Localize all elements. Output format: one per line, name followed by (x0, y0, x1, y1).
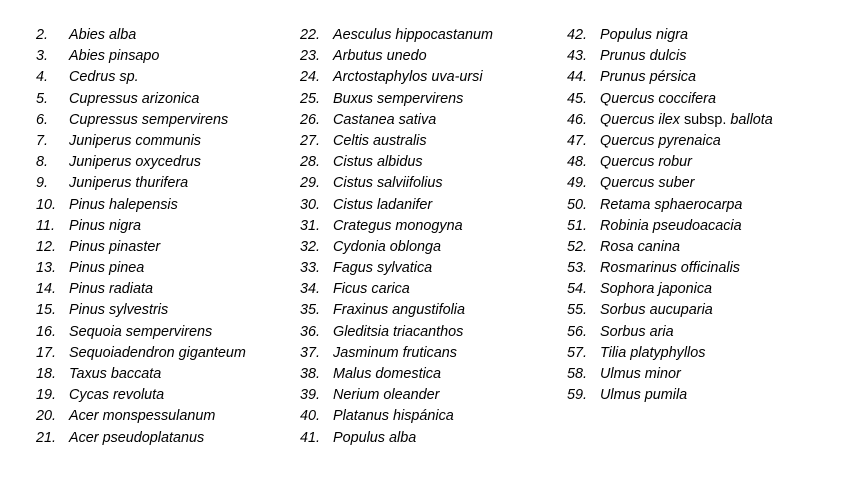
species-name: Aesculus hippocastanum (333, 27, 493, 43)
item-number: 49. (567, 175, 588, 192)
item-number: 32. (300, 238, 321, 255)
species-name: Platanus hispánica (333, 408, 454, 425)
species-list-item (36, 364, 246, 385)
species-list-item (567, 152, 773, 173)
species-list-item (36, 300, 246, 321)
species-name: Prunus pérsica (600, 69, 696, 86)
species-name: Tilia platyphyllos (600, 344, 706, 361)
item-number: 15. (36, 302, 57, 319)
species-list-item (567, 110, 773, 131)
species-list-item (300, 216, 493, 237)
species-list-item (300, 300, 493, 321)
item-number: 37. (300, 344, 321, 361)
item-number: 34. (300, 281, 321, 298)
species-list-item (567, 385, 773, 406)
species-name: Fagus sylvatica (333, 260, 433, 277)
species-list-item (300, 67, 493, 88)
item-number: 6. (36, 111, 49, 128)
species-name: Arbutus unedo (333, 48, 427, 65)
species-name: Ficus carica (333, 281, 410, 298)
item-number: 7. (36, 132, 49, 149)
species-name: Prunus dulcis (600, 48, 687, 65)
species-list-item (300, 343, 493, 364)
item-number: 24. (300, 69, 321, 86)
item-number: 42. (567, 27, 588, 43)
species-list-item (36, 25, 246, 46)
item-number: 38. (300, 366, 321, 382)
item-number: 57. (567, 344, 588, 361)
species-list-item (36, 216, 246, 237)
species-list-item (36, 89, 246, 110)
species-list-item (300, 89, 493, 110)
species-list-item (36, 406, 246, 427)
species-list-item (36, 258, 246, 279)
item-number: 36. (300, 323, 321, 340)
species-name: Cycas revoluta (69, 387, 165, 404)
species-name: Pinus radiata (69, 281, 153, 298)
species-column-3 (567, 25, 773, 406)
species-list-item (36, 110, 246, 131)
species-name: Quercus coccifera (600, 90, 716, 107)
species-column-1 (36, 25, 246, 449)
species-name: Fraxinus angustifolia (333, 302, 465, 319)
species-name: Cistus ladanifer (333, 196, 433, 213)
item-number: 31. (300, 217, 321, 234)
species-list-item (36, 279, 246, 300)
item-number: 12. (36, 238, 57, 255)
item-number: 35. (300, 302, 321, 319)
species-name: Ulmus pumila (600, 387, 688, 404)
species-list-item (567, 173, 773, 194)
species-name: Quercus robur (600, 154, 692, 171)
species-list-item (36, 46, 246, 67)
item-number: 25. (300, 90, 321, 107)
species-name: Ulmus minor (600, 366, 681, 382)
species-list-item (567, 258, 773, 279)
item-number: 8. (36, 154, 49, 171)
species-name: Acer monspessulanum (69, 408, 216, 425)
species-list-item (567, 46, 773, 67)
species-list-item (300, 46, 493, 67)
species-name: Malus domestica (333, 366, 441, 382)
species-name: Quercus pyrenaica (600, 132, 721, 149)
item-number: 58. (567, 366, 588, 382)
species-name: Castanea sativa (333, 111, 437, 128)
species-name: Crategus monogyna (333, 217, 463, 234)
item-number: 5. (36, 90, 49, 107)
item-number: 54. (567, 281, 588, 298)
item-number: 3. (36, 48, 49, 65)
item-number: 53. (567, 260, 588, 277)
item-number: 50. (567, 196, 588, 213)
species-list-item (300, 25, 493, 46)
rank-abbreviation: subsp. (683, 111, 727, 128)
species-list-item (36, 322, 246, 343)
species-name: Rosmarinus officinalis (600, 260, 740, 277)
species-name: Quercus ilex (600, 111, 680, 128)
item-number: 47. (567, 132, 588, 149)
species-name: Sorbus aucuparia (600, 302, 713, 319)
item-number: 46. (567, 111, 588, 128)
species-list-item (36, 173, 246, 194)
item-number: 41. (300, 429, 321, 446)
item-number: 40. (300, 408, 321, 425)
item-number: 29. (300, 175, 321, 192)
item-number: 44. (567, 69, 588, 86)
species-list-item (300, 322, 493, 343)
item-number: 30. (300, 196, 321, 213)
species-list-item (300, 131, 493, 152)
species-list-item (567, 89, 773, 110)
species-name: Gleditsia triacanthos (333, 323, 464, 340)
species-list-item (300, 428, 493, 449)
species-name: Robinia pseudoacacia (600, 217, 742, 234)
species-list-item (567, 67, 773, 88)
species-list-item (36, 131, 246, 152)
item-number: 20. (36, 408, 57, 425)
item-number: 33. (300, 260, 321, 277)
species-name: Buxus sempervirens (333, 90, 464, 107)
species-list-item (567, 131, 773, 152)
item-number: 59. (567, 387, 588, 404)
species-name: Juniperus oxycedrus (69, 154, 201, 171)
species-name: Abies alba (69, 27, 137, 43)
item-number: 55. (567, 302, 588, 319)
species-list-item (567, 300, 773, 321)
species-name: Taxus baccata (69, 366, 162, 382)
item-number: 16. (36, 323, 57, 340)
species-list-item (300, 237, 493, 258)
species-list-item (567, 364, 773, 385)
species-list-item (300, 195, 493, 216)
item-number: 13. (36, 260, 57, 277)
species-name: Cupressus arizonica (69, 90, 200, 107)
item-number: 18. (36, 366, 57, 382)
species-list-item (36, 152, 246, 173)
species-list-item (300, 279, 493, 300)
species-column-2 (300, 25, 493, 449)
species-name: Sequoia sempervirens (69, 323, 213, 340)
species-name: Celtis australis (333, 132, 427, 149)
species-list-item (300, 364, 493, 385)
species-name: Pinus pinaster (69, 238, 161, 255)
species-name: Cistus albidus (333, 154, 423, 171)
species-list-item (567, 343, 773, 364)
item-number: 2. (36, 27, 49, 43)
species-list-item (300, 152, 493, 173)
species-name: Arctostaphylos uva-ursi (333, 69, 483, 86)
species-name: Populus nigra (600, 27, 689, 43)
item-number: 22. (300, 27, 321, 43)
species-name: Pinus halepensis (69, 196, 178, 213)
species-list-item (36, 237, 246, 258)
item-number: 48. (567, 154, 588, 171)
species-list-item (567, 216, 773, 237)
subspecies-name: ballota (730, 111, 773, 128)
item-number: 10. (36, 196, 57, 213)
item-number: 23. (300, 48, 321, 65)
species-name: Nerium oleander (333, 387, 440, 404)
species-name: Cistus salviifolius (333, 175, 443, 192)
species-list-item (300, 258, 493, 279)
species-list-item (567, 237, 773, 258)
species-list-item (36, 67, 246, 88)
species-name: Sophora japonica (600, 281, 713, 298)
item-number: 9. (36, 175, 49, 192)
item-number: 51. (567, 217, 588, 234)
species-list-item (36, 195, 246, 216)
species-list-item (567, 25, 773, 46)
species-list-item (300, 173, 493, 194)
species-list-item (567, 279, 773, 300)
species-name: Juniperus communis (69, 132, 201, 149)
item-number: 56. (567, 323, 588, 340)
species-list-item (567, 322, 773, 343)
species-list-item (36, 385, 246, 406)
species-name: Retama sphaerocarpa (600, 196, 743, 213)
item-number: 17. (36, 344, 57, 361)
species-name: Rosa canina (600, 238, 680, 255)
species-name: Sorbus aria (600, 323, 674, 340)
species-name: Sequoiadendron giganteum (69, 344, 246, 361)
species-list-item (36, 343, 246, 364)
item-number: 27. (300, 132, 321, 149)
item-number: 26. (300, 111, 321, 128)
species-list-item (567, 195, 773, 216)
item-number: 45. (567, 90, 588, 107)
item-number: 4. (36, 69, 49, 86)
species-name: Pinus sylvestris (69, 302, 169, 319)
species-name: Abies pinsapo (69, 48, 160, 65)
species-list-item (36, 428, 246, 449)
item-number: 39. (300, 387, 321, 404)
species-name: Populus alba (333, 429, 417, 446)
species-list-item (300, 406, 493, 427)
species-list-item (300, 385, 493, 406)
species-list-item (300, 110, 493, 131)
item-number: 19. (36, 387, 57, 404)
species-name: Pinus pinea (69, 260, 145, 277)
species-name: Cydonia oblonga (333, 238, 442, 255)
item-number: 21. (36, 429, 57, 446)
item-number: 52. (567, 238, 588, 255)
species-name: Jasminum fruticans (333, 344, 457, 361)
item-number: 28. (300, 154, 321, 171)
species-name: Quercus suber (600, 175, 695, 192)
item-number: 11. (36, 217, 55, 234)
species-name: Acer pseudoplatanus (69, 429, 205, 446)
species-name: Cedrus sp. (69, 69, 139, 86)
species-name: Juniperus thurifera (69, 175, 189, 192)
species-name: Pinus nigra (69, 217, 141, 234)
item-number: 43. (567, 48, 588, 65)
item-number: 14. (36, 281, 57, 298)
species-name: Cupressus sempervirens (69, 111, 229, 128)
